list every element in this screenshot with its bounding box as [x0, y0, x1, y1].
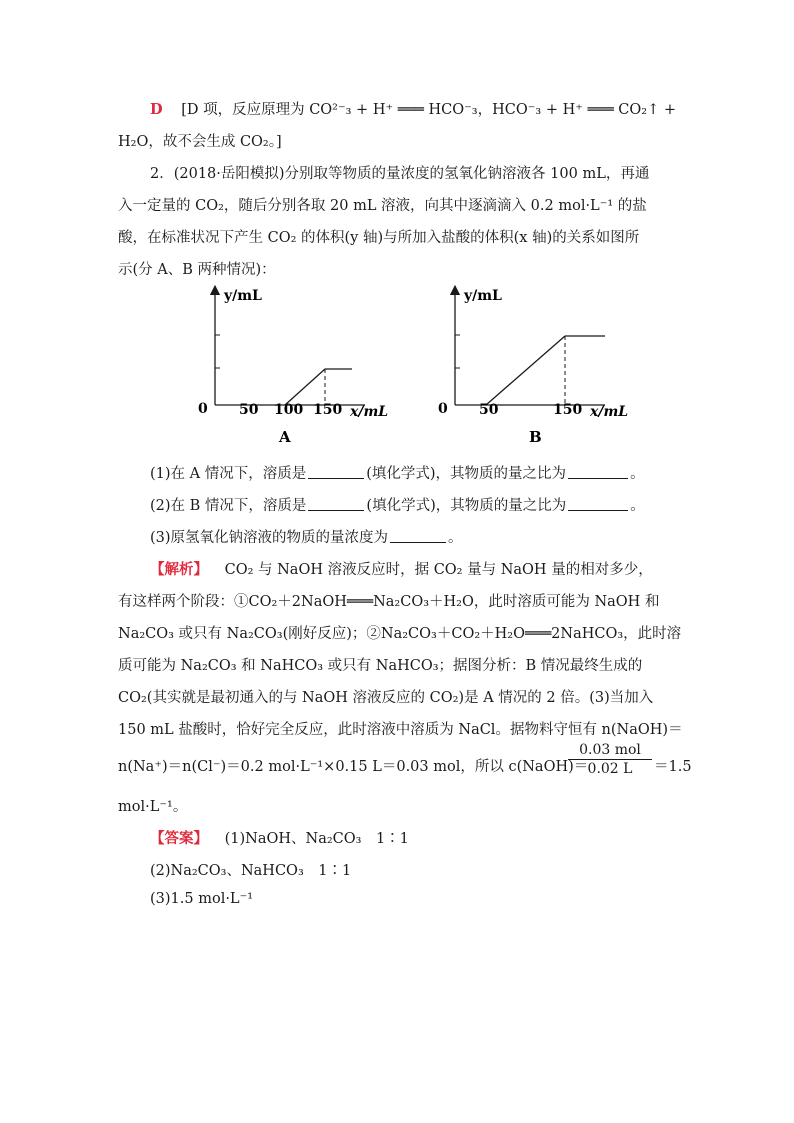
answer-blank	[308, 509, 364, 511]
analysis-line-4: 质可能为 Na₂CO₃ 和 NaHCO₃ 或只有 NaHCO₃；据图分析：B 情况最终生成的	[118, 658, 643, 674]
answer-1: (1)NaOH、Na₂CO₃ 1∶1	[224, 831, 409, 847]
fraction-bar	[568, 759, 652, 760]
graph-b-label: B	[529, 428, 542, 446]
answer-blank	[308, 477, 364, 479]
analysis-line-2: 有这样两个阶段：①CO₂＋2NaOH═══Na₂CO₃＋H₂O，此时溶质可能为 NaOH 和	[118, 594, 660, 610]
analysis-line-8: mol·L⁻¹。	[118, 799, 188, 815]
graph-b-tick-50: 50	[479, 402, 499, 418]
graph-b-ylabel: y/mL	[464, 288, 502, 304]
graph-a-label: A	[279, 428, 291, 446]
q2-stem-2: 入一定量的 CO₂，随后分别各取 20 mL 溶液，向其中逐滴滴入 0.2 mol·L⁻¹ 的盐	[118, 198, 647, 214]
answer-blank	[390, 541, 446, 543]
analysis-line-3: Na₂CO₃ 或只有 Na₂CO₃(刚好反应)；②Na₂CO₃＋CO₂＋H₂O═══2NaHCO₃，此时溶	[118, 626, 682, 642]
period: 。	[630, 466, 645, 482]
q1-line-1	[150, 98, 676, 119]
graph-b-origin: 0	[438, 401, 448, 417]
graph-a-tick-100: 100	[274, 402, 304, 418]
graph-a-ylabel: y/mL	[224, 288, 262, 304]
sub3-text: (3)原氢氧化钠溶液的物质的量浓度为	[150, 530, 389, 546]
sub-question-3	[150, 526, 463, 547]
sub1-text-b: (填化学式)，其物质的量之比为	[366, 466, 567, 482]
graph-b-rising-segment	[486, 336, 565, 405]
q2-stem-1: 2．(2018·岳阳模拟)分别取等物质的量浓度的氢氧化钠溶液各 100 mL，再通	[150, 166, 650, 182]
answer-blank	[568, 509, 628, 511]
analysis-line-7-end: ＝1.5	[654, 759, 692, 775]
analysis-line-1	[150, 558, 653, 579]
graph-a-tick-150: 150	[313, 402, 343, 418]
sub2-text-a: (2)在 B 情况下，溶质是	[150, 498, 307, 514]
q1-answer: D	[150, 101, 163, 118]
answer-line-1	[150, 827, 409, 848]
analysis-line-7: n(Na⁺)＝n(Cl⁻)＝0.2 mol·L⁻¹×0.15 L＝0.03 mol，所以 c(NaOH)＝	[118, 759, 589, 775]
graph-b	[430, 280, 660, 450]
graph-b-tick-150: 150	[553, 402, 583, 418]
sub-question-2	[150, 494, 645, 515]
q2-stem-4: 示(分 A、B 两种情况)：	[118, 262, 276, 278]
fraction-numerator: 0.03 mol	[579, 742, 641, 758]
q1-line-2: H₂O，故不会生成 CO₂。]	[118, 134, 282, 150]
sub2-text-b: (填化学式)，其物质的量之比为	[366, 498, 567, 514]
answer-tag: 【答案】	[150, 830, 208, 847]
graph-a-rising-segment	[285, 369, 325, 405]
graph-a-tick-50: 50	[239, 402, 259, 418]
period: 。	[448, 530, 463, 546]
graph-a-xlabel: x/mL	[350, 404, 389, 420]
analysis-text: CO₂ 与 NaOH 溶液反应时，据 CO₂ 量与 NaOH 量的相对多少，	[224, 562, 653, 578]
answer-3: (3)1.5 mol·L⁻¹	[150, 891, 254, 907]
sub1-text-a: (1)在 A 情况下，溶质是	[150, 466, 307, 482]
graph-b-xlabel: x/mL	[590, 404, 629, 420]
fraction	[568, 742, 652, 777]
answer-blank	[568, 477, 628, 479]
q2-stem-3: 酸，在标准状况下产生 CO₂ 的体积(y 轴)与所加入盐酸的体积(x 轴)的关系如图所	[118, 230, 640, 246]
fraction-denominator: 0.02 L	[587, 761, 633, 777]
graph-a	[190, 280, 420, 450]
graph-a-origin: 0	[198, 401, 208, 417]
analysis-tag: 【解析】	[150, 561, 208, 578]
period: 。	[630, 498, 645, 514]
analysis-line-6: 150 mL 盐酸时，恰好完全反应，此时溶液中溶质为 NaCl。据物料守恒有 n(NaOH)＝	[118, 722, 683, 738]
q1-explanation: [D 项，反应原理为 CO²⁻₃ + H⁺ ═══ HCO⁻₃，HCO⁻₃ + H⁺ ═══ CO₂↑ +	[181, 102, 676, 118]
analysis-line-5: CO₂(其实就是最初通入的与 NaOH 溶液反应的 CO₂)是 A 情况的 2 倍。(3)当加入	[118, 690, 654, 706]
sub-question-1	[150, 462, 645, 483]
answer-2: (2)Na₂CO₃、NaHCO₃ 1∶1	[150, 863, 352, 879]
